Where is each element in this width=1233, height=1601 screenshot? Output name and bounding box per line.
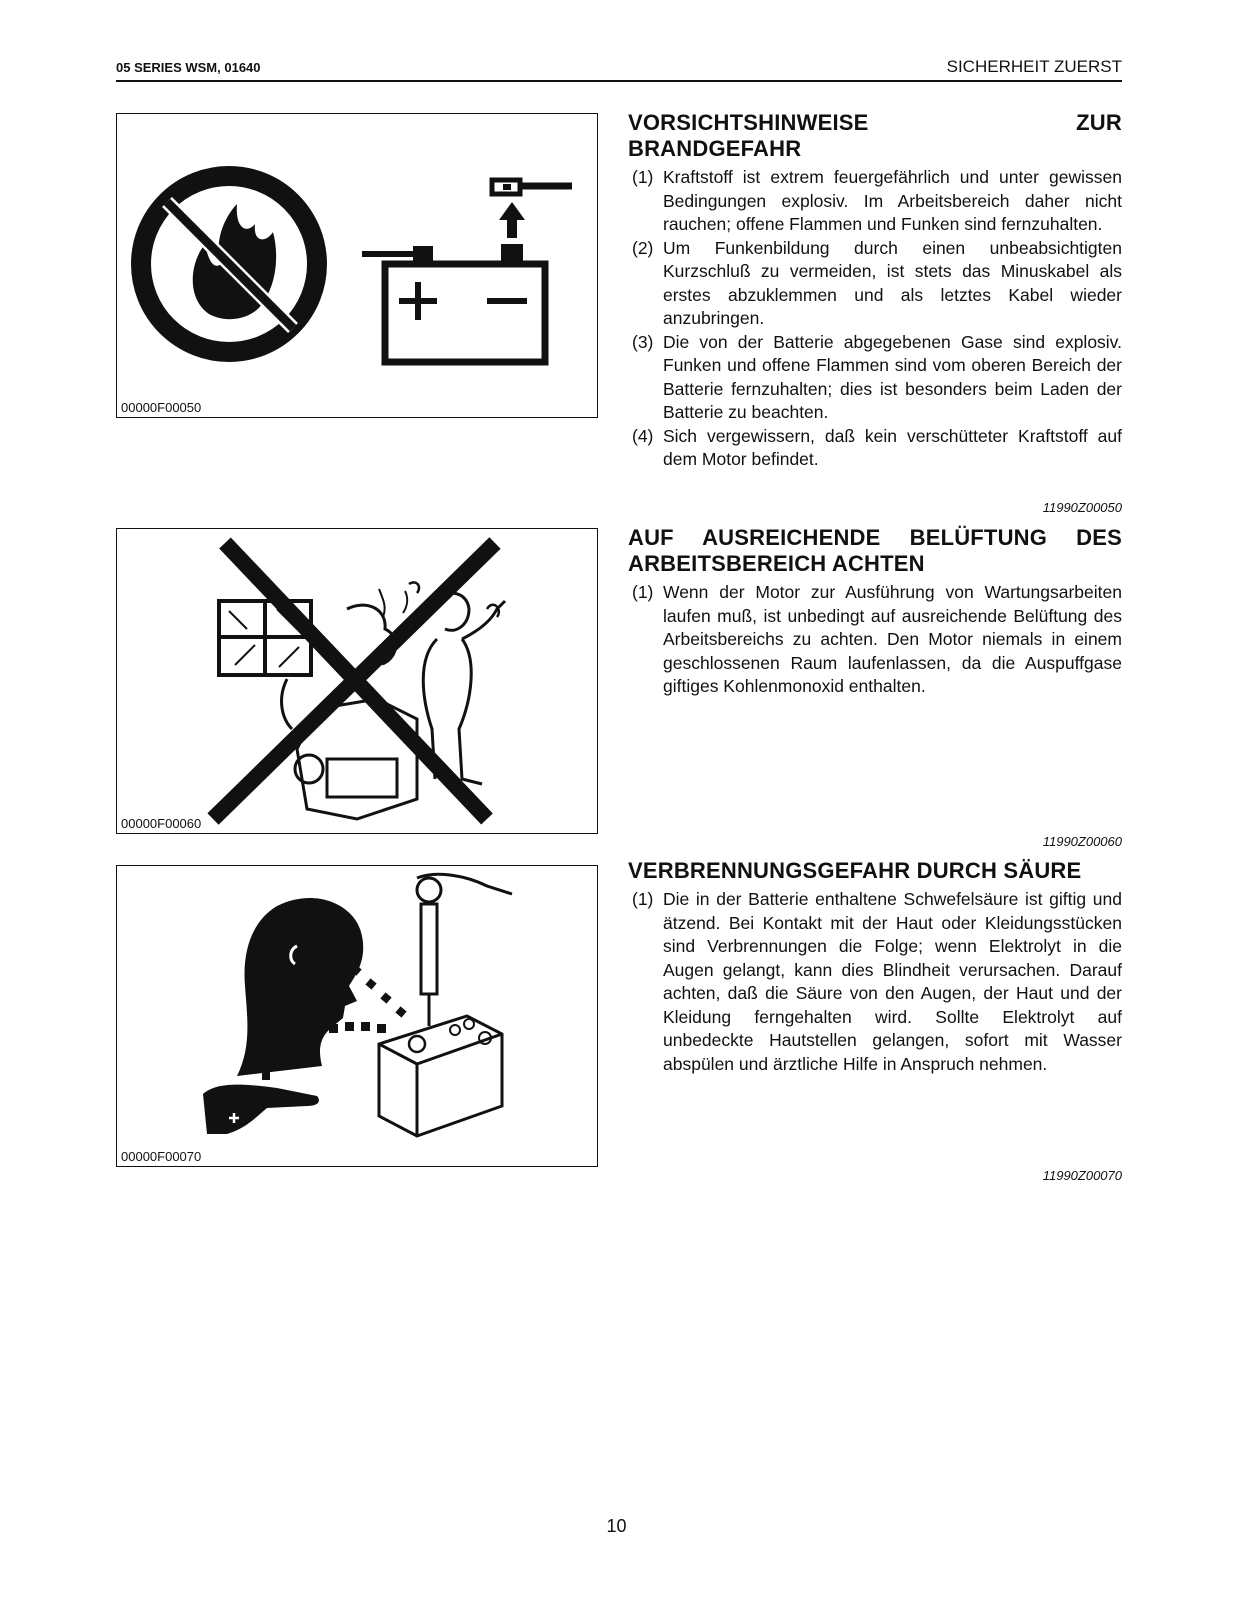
list-item: (4) Sich vergewissern, daß kein verschütteter Kraftstoff auf dem Motor befindet. bbox=[632, 425, 1122, 469]
list-item: (1) Die in der Batterie enthaltene Schwefelsäure ist giftig und ätzend. Bei Kontakt mit der Haut oder Kleidungsstücken sind Verbrennungen die Folge; wenn Elektrolyt in die Augen gelangt, kann dies Blindheit verursachen. Darauf achten, daß die Säure von den Augen, der Haut und der Kleidung ferngehalten wird. Sollte Elektrolyt auf unbedeckte Hautstellen gelangen, sofort mit Wasser abspülen und ärztliche Hilfe in Anspruch nehmen. bbox=[632, 889, 1122, 1074]
section-title: SICHERHEIT ZUERST bbox=[946, 57, 1122, 76]
section-acid bbox=[628, 858, 1122, 1076]
list-item: (1) Wenn der Motor zur Ausführung von Wartungsarbeiten laufen muß, ist unbedingt auf ausreichende Belüftung des Arbeitsbereichs zu achten. Den Motor niemals in einem geschlossenen Raum laufenlassen, da die Auspuffgase giftiges Kohlenmonoxid enthalten. bbox=[632, 582, 1122, 696]
reference-code: 11990Z00070 bbox=[1042, 1168, 1122, 1183]
section-heading: VORSICHTSHINWEISE ZUR bbox=[628, 110, 1122, 135]
item-list bbox=[628, 888, 1122, 1076]
manual-id: 05 SERIES WSM, 01640 bbox=[116, 60, 261, 75]
no-fire-battery-icon bbox=[117, 114, 597, 417]
list-item: (3) Die von der Batterie abgegebenen Gase sind explosiv. Funken und offene Flammen sind vom oberen Bereich der Batterie fernzuhalten; dies ist besonders beim Laden der Batterie zu beachten. bbox=[632, 331, 1122, 422]
section-heading-line2: ARBEITSBEREICH ACHTEN bbox=[628, 551, 925, 576]
reference-code: 11990Z00060 bbox=[1042, 834, 1122, 849]
figure-acid bbox=[116, 865, 598, 1167]
section-fire-hazard bbox=[628, 110, 1122, 472]
section-ventilation bbox=[628, 525, 1122, 699]
list-item: (1) Kraftstoff ist extrem feuergefährlich und unter gewissen Bedingungen explosiv. Im Arbeitsbereich daher nicht rauchen; offene Flammen und Funken sind fernzuhalten. bbox=[632, 167, 1122, 234]
figure-code: 00000F00070 bbox=[121, 1149, 202, 1164]
item-list bbox=[628, 166, 1122, 472]
no-engine-indoors-icon bbox=[117, 529, 597, 833]
reference-code: 11990Z00050 bbox=[1042, 500, 1122, 515]
acid-burn-battery-icon bbox=[117, 866, 597, 1166]
figure-code: 00000F00050 bbox=[121, 400, 202, 415]
item-list bbox=[628, 581, 1122, 699]
list-item: (2) Um Funkenbildung durch einen unbeabsichtigten Kurzschluß zu vermeiden, ist stets das Minuskabel als erstes abzuklemmen und als letztes Kabel wieder anzubringen. bbox=[632, 237, 1122, 328]
page-header bbox=[116, 58, 1122, 82]
figure-code: 00000F00060 bbox=[121, 816, 202, 831]
figure-ventilation bbox=[116, 528, 598, 834]
section-heading: AUF AUSREICHENDE BELÜFTUNG DES bbox=[628, 525, 1122, 550]
page-number: 10 bbox=[606, 1516, 627, 1536]
section-heading: VERBRENNUNGSGEFAHR DURCH SÄURE bbox=[628, 858, 1082, 883]
figure-fire-hazard bbox=[116, 113, 598, 418]
section-heading-line2: BRANDGEFAHR bbox=[628, 136, 802, 161]
